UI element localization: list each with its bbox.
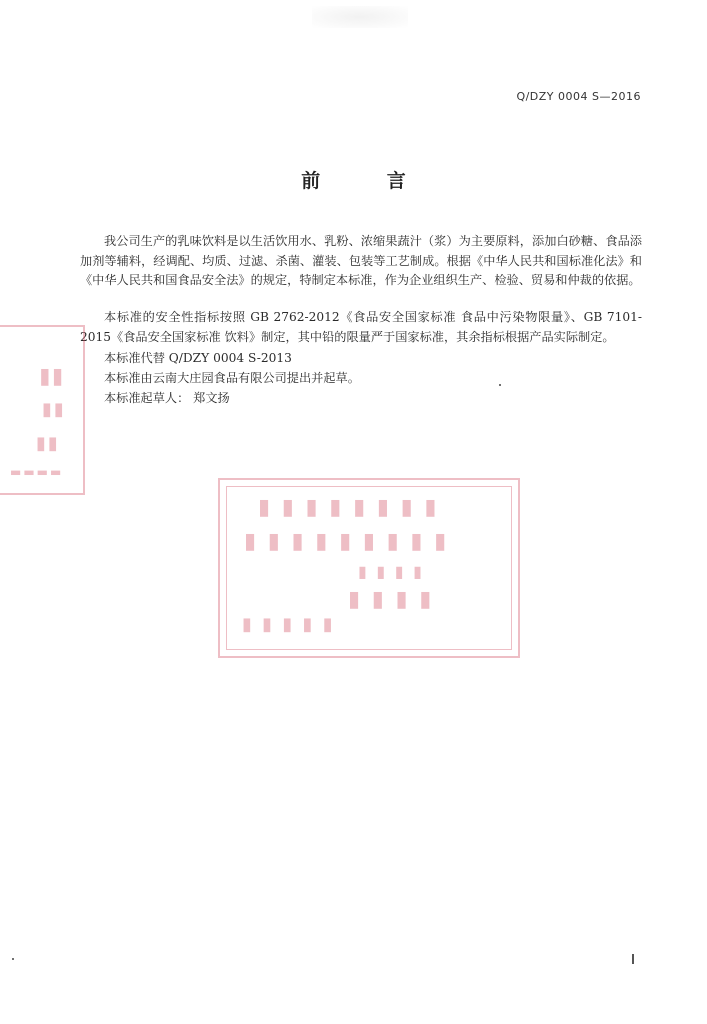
seal-stamp-center: ▮ ▮ ▮ ▮ ▮ ▮ ▮ ▮ ▮ ▮ ▮ ▮ ▮ ▮ ▮ ▮ ▮ ▮ ▮ ▮ ▮ ▮ ▮ ▮ ▮ ▮ ▮ ▮ ▮ ▮ [218,478,520,658]
seal-stamp-left: ▮▮ ▮▮ ▮▮ ▬▬▬▬ [0,325,85,495]
scan-speck [12,958,14,960]
paragraph-intro: 我公司生产的乳味饮料是以生活饮用水、乳粉、浓缩果蔬汁（浆）为主要原料，添加白砂糖、食品添加剂等辅料，经调配、均质、过滤、杀菌、灌装、包装等工艺制成。根据《中华人民共和国标准化法》和《中华人民共和国食品安全法》的规定，特制定本标准，作为企业组织生产、检验、贸易和仲裁的依据。 [80,234,642,287]
document-code: Q/DZY 0004 S—2016 [516,90,641,103]
page-number-mark [632,954,634,964]
paragraph-replaces: 本标准代替 Q/DZY 0004 S-2013 [104,351,292,365]
scan-smudge [312,6,408,28]
scan-speck [499,384,501,386]
page-title: 前 言 [301,170,436,192]
paragraph-drafter: 本标准起草人： 郑文扬 [104,391,230,405]
paragraph-proposer: 本标准由云南大庄园食品有限公司提出并起草。 [104,371,360,385]
paragraph-safety-indicators: 本标准的安全性指标按照 GB 2762-2012《食品安全国家标准 食品中污染物限量》、GB 7101-2015《食品安全国家标准 饮料》制定，其中铅的限量严于国家标准，其余指标根据产品实际制定。 [80,310,642,344]
